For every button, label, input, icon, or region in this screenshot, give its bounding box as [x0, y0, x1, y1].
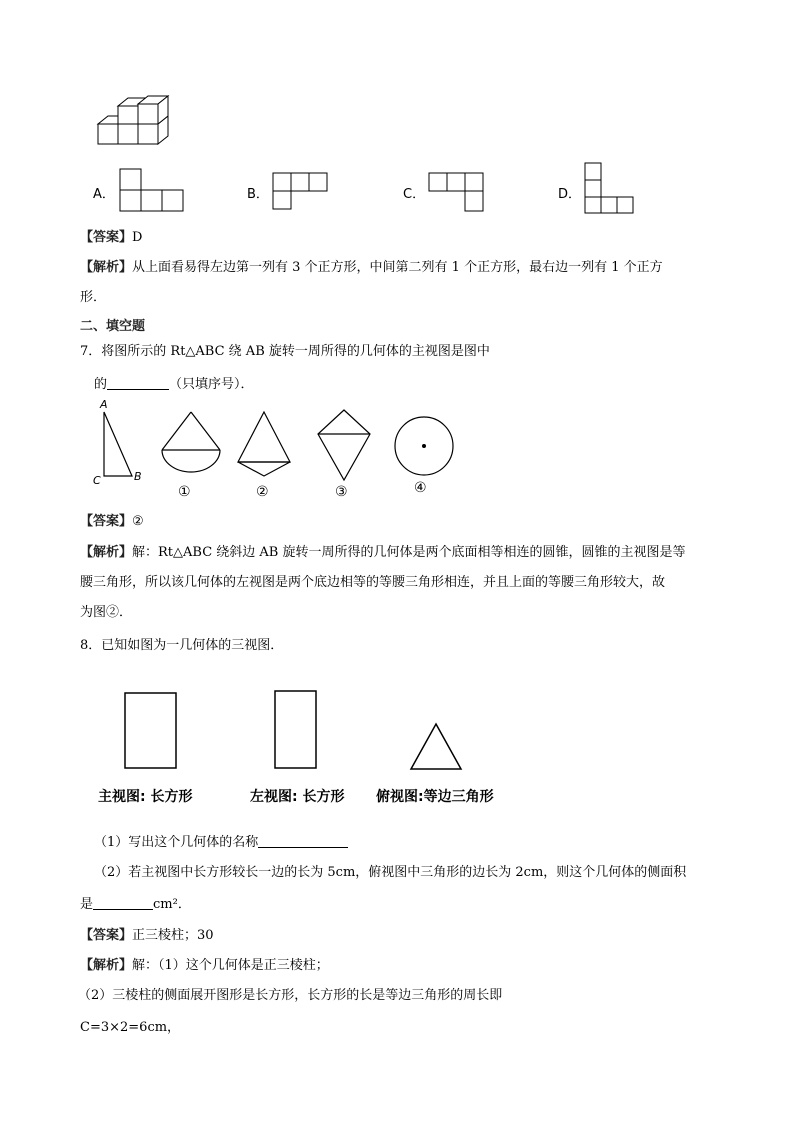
option-c-view — [428, 172, 486, 214]
q7-analysis-line3: 为图②． — [80, 605, 133, 620]
side-view-caption: 左视图: 长方形 — [250, 789, 345, 805]
figure-2-double-triangle — [236, 410, 292, 480]
q8-stem: 8．已知如图为一几何体的三视图． — [80, 638, 284, 653]
section-title: 二、填空题 — [80, 319, 146, 334]
option-d-view — [584, 162, 636, 216]
q7-analysis-line1: 【解析】解：Rt△ABC 绕斜边 AB 旋转一周所得的几何体是两个底面相等相连的圆锥，圆锥的主视图是等 — [80, 545, 686, 560]
vertex-a-label: A — [100, 398, 108, 411]
vertex-c-label: C — [93, 474, 101, 487]
q8-area-blank[interactable] — [93, 895, 153, 910]
q8-analysis-line2: （2）三棱柱的侧面展开图形是长方形，长方形的长是等边三角形的周长即 — [78, 988, 503, 1003]
q8-sub2-line2: 是 cm²． — [80, 897, 191, 912]
top-view-triangle — [408, 722, 464, 772]
figure-3-label: ③ — [335, 484, 348, 500]
q8-sub2-line1: （2）若主视图中长方形较长一边的长为 5cm，俯视图中三角形的边长为 2cm，则这个几何体的侧面积 — [94, 865, 687, 880]
q8-sub1: （1）写出这个几何体的名称 — [94, 833, 348, 852]
q8-analysis-line1: 【解析】解：（1）这个几何体是正三棱柱； — [80, 958, 329, 973]
figure-2-label: ② — [256, 484, 269, 500]
option-b-label: B． — [247, 187, 269, 202]
option-a-view — [119, 168, 185, 214]
figure-1-label: ① — [178, 484, 191, 500]
q7-answer: 【答案】② — [80, 514, 144, 529]
option-c-label: C． — [403, 187, 426, 202]
option-b-view — [272, 172, 330, 212]
q7-stem-line2: 的 （只填序号）． — [94, 377, 254, 392]
side-view-rectangle — [274, 690, 318, 772]
q8-name-blank[interactable] — [258, 833, 348, 848]
q7-answer-blank[interactable] — [107, 375, 169, 390]
front-view-rectangle — [124, 692, 178, 772]
q7-stem-line1: 7．将图所示的 Rt△ABC 绕 AB 旋转一周所得的几何体的主视图是图中 — [80, 344, 490, 359]
vertex-b-label: B — [134, 470, 142, 483]
cube-stack-figure — [96, 94, 176, 154]
figure-4-circle — [392, 414, 456, 478]
figure-3-rhombus — [316, 408, 372, 482]
q7-analysis-line2: 腰三角形，所以该几何体的左视图是两个底边相等的等腰三角形相连，并且上面的等腰三角形较大，故 — [80, 575, 666, 590]
q8-analysis-line3: C=3×2=6cm， — [80, 1020, 181, 1035]
q6-analysis-line2: 形． — [80, 290, 107, 305]
figure-1-cone-semicircle — [160, 410, 224, 480]
option-d-label: D． — [558, 187, 582, 202]
q6-answer: 【答案】D — [80, 230, 143, 245]
top-view-caption: 俯视图:等边三角形 — [376, 789, 494, 805]
q8-answer: 【答案】正三棱柱；30 — [80, 928, 214, 943]
front-view-caption: 主视图: 长方形 — [98, 789, 193, 805]
option-a-label: A． — [93, 187, 115, 202]
triangle-abc-figure — [90, 398, 150, 490]
q6-analysis-line1: 【解析】从上面看易得左边第一列有 3 个正方形，中间第二列有 1 个正方形，最右边一列有 1 个正方 — [80, 260, 663, 275]
figure-4-label: ④ — [414, 480, 427, 496]
